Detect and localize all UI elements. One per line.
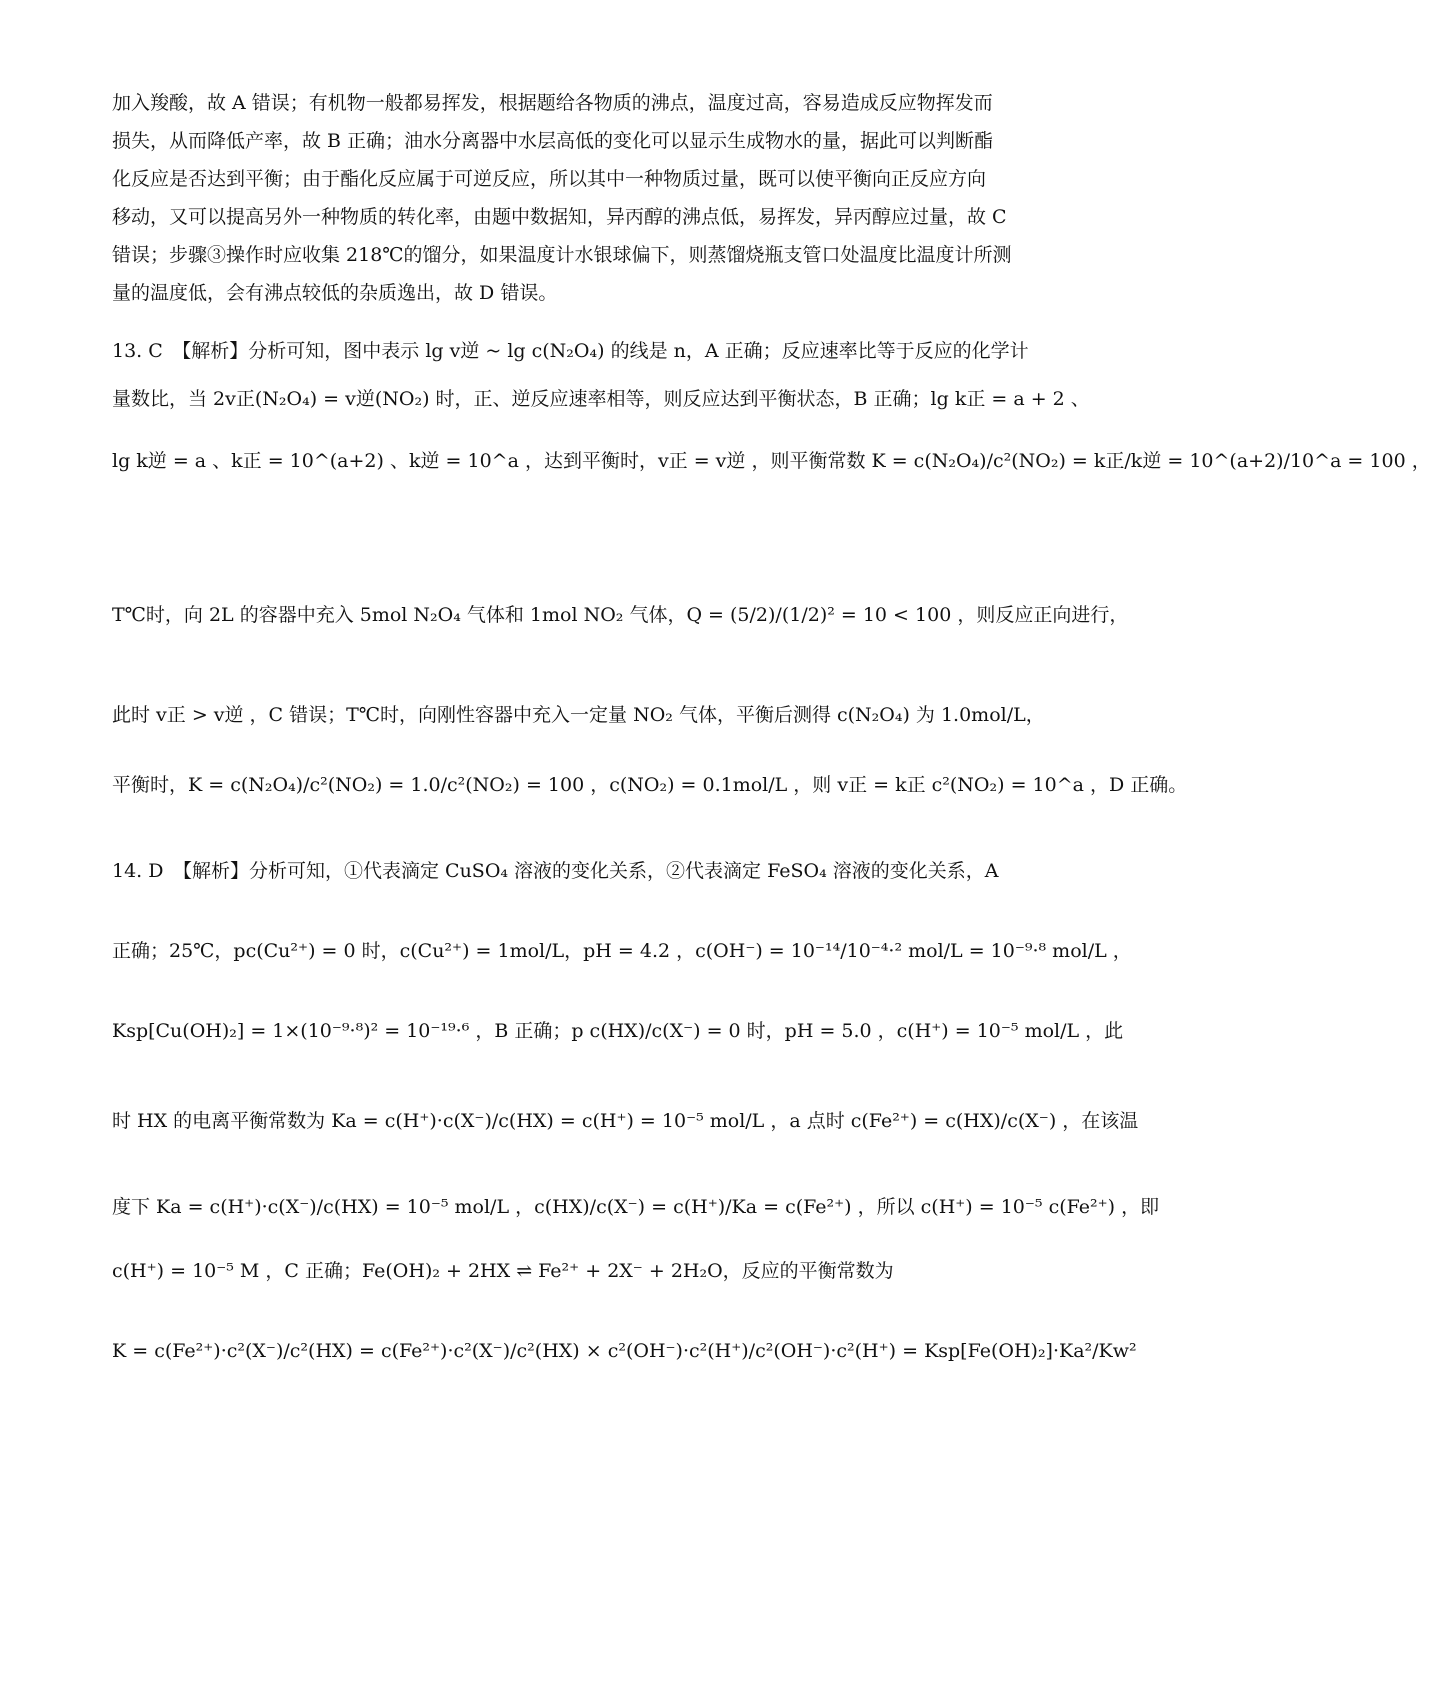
q14-line-2: 正确；25℃，pc(Cu²⁺) = 0 时，c(Cu²⁺) = 1mol/L，pH = 4.2 ，c(OH⁻) = 10⁻¹⁴/10⁻⁴·² mol/L = 10⁻⁹·⁸ mol/L ， — [112, 940, 1132, 962]
q13-line-5: 此时 v正 > v逆 ，C 错误；T℃时，向刚性容器中充入一定量 NO₂ 气体，平衡后测得 c(N₂O₄) 为 1.0mol/L， — [112, 704, 1045, 726]
q14-line-3: Ksp[Cu(OH)₂] = 1×(10⁻⁹·⁸)² = 10⁻¹⁹·⁶ ，B 正确；p c(HX)/c(X⁻) = 0 时，pH = 5.0 ，c(H⁺) = 10⁻⁵ mol/L ，此 — [112, 1020, 1124, 1042]
p12-line-6: 量的温度低，会有沸点较低的杂质逸出，故 D 错误。 — [112, 282, 558, 304]
p12-line-1: 加入羧酸，故 A 错误；有机物一般都易挥发，根据题给各物质的沸点，温度过高，容易造成反应物挥发而 — [112, 92, 993, 114]
q14-line-4: 时 HX 的电离平衡常数为 Ka = c(H⁺)·c(X⁻)/c(HX) = c(H⁺) = 10⁻⁵ mol/L ，a 点时 c(Fe²⁺) = c(HX)/c(X⁻) ，在该温 — [112, 1110, 1139, 1132]
q13-line-6: 平衡时，K = c(N₂O₄)/c²(NO₂) = 1.0/c²(NO₂) = 100 ，c(NO₂) = 0.1mol/L ，则 v正 = k正 c²(NO₂) = 10^a ，D 正确。 — [112, 774, 1188, 796]
q14-line-7: K = c(Fe²⁺)·c²(X⁻)/c²(HX) = c(Fe²⁺)·c²(X⁻)/c²(HX) × c²(OH⁻)·c²(H⁺)/c²(OH⁻)·c²(H⁺) = Ksp[Fe(OH)₂]·Ka²/Kw² — [112, 1340, 1137, 1362]
q13-line-3: lg k逆 = a 、k正 = 10^(a+2) 、k逆 = 10^a ，达到平衡时，v正 = v逆 ，则平衡常数 K = c(N₂O₄)/c²(NO₂) = k正/k逆 = 10^(a+2)/10^a = 100 ， — [112, 450, 1431, 472]
q13-line-1: 13. C 【解析】分析可知，图中表示 lg v逆 ~ lg c(N₂O₄) 的线是 n，A 正确；反应速率比等于反应的化学计 — [112, 340, 1029, 362]
p12-line-4: 移动，又可以提高另外一种物质的转化率，由题中数据知，异丙醇的沸点低，易挥发，异丙醇应过量，故 C — [112, 206, 1007, 228]
q14-line-1: 14. D 【解析】分析可知，①代表滴定 CuSO₄ 溶液的变化关系，②代表滴定 FeSO₄ 溶液的变化关系，A — [112, 860, 999, 882]
p12-line-2: 损失，从而降低产率，故 B 正确；油水分离器中水层高低的变化可以显示生成物水的量，据此可以判断酯 — [112, 130, 994, 152]
p12-line-3: 化反应是否达到平衡；由于酯化反应属于可逆反应，所以其中一种物质过量，既可以使平衡向正反应方向 — [112, 168, 987, 190]
q14-line-5: 度下 Ka = c(H⁺)·c(X⁻)/c(HX) = 10⁻⁵ mol/L ，c(HX)/c(X⁻) = c(H⁺)/Ka = c(Fe²⁺) ，所以 c(H⁺) = 10⁻⁵ c(Fe²⁺) ，即 — [112, 1196, 1160, 1218]
q13-line-4: T℃时，向 2L 的容器中充入 5mol N₂O₄ 气体和 1mol NO₂ 气体，Q = (5/2)/(1/2)² = 10 < 100 ，则反应正向进行， — [112, 604, 1129, 626]
p12-line-5: 错误；步骤③操作时应收集 218℃的馏分，如果温度计水银球偏下，则蒸馏烧瓶支管口处温度比温度计所测 — [112, 244, 1012, 266]
q13-line-2: 量数比，当 2v正(N₂O₄) = v逆(NO₂) 时，正、逆反应速率相等，则反应达到平衡状态，B 正确；lg k正 = a + 2 、 — [112, 388, 1090, 410]
q14-line-6: c(H⁺) = 10⁻⁵ M ，C 正确；Fe(OH)₂ + 2HX ⇌ Fe²⁺ + 2X⁻ + 2H₂O，反应的平衡常数为 — [112, 1260, 894, 1282]
